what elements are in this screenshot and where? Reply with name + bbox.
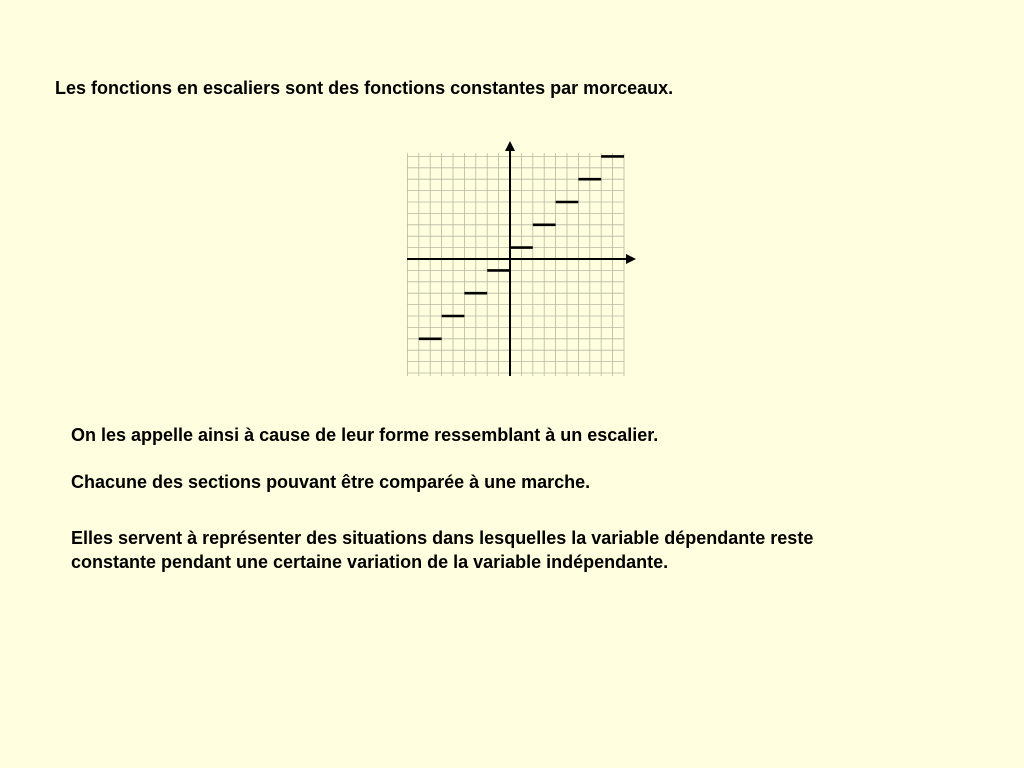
slide-title: Les fonctions en escaliers sont des fonctions constantes par morceaux.	[55, 78, 674, 98]
paragraph-step-comparison: Chacune des sections pouvant être comparée à une marche.	[71, 472, 591, 492]
paragraph-usage: Elles servent à représenter des situations dans lesquelles la variable dépendante reste constante pendant une certaine variation de la variable indépendante.	[71, 528, 814, 572]
step-function-graph	[400, 138, 640, 380]
x-axis-arrow	[626, 254, 636, 264]
y-axis-arrow	[505, 141, 515, 151]
graph-grid	[407, 153, 624, 376]
paragraph-staircase-shape: On les appelle ainsi à cause de leur forme ressemblant à un escalier.	[71, 425, 659, 445]
